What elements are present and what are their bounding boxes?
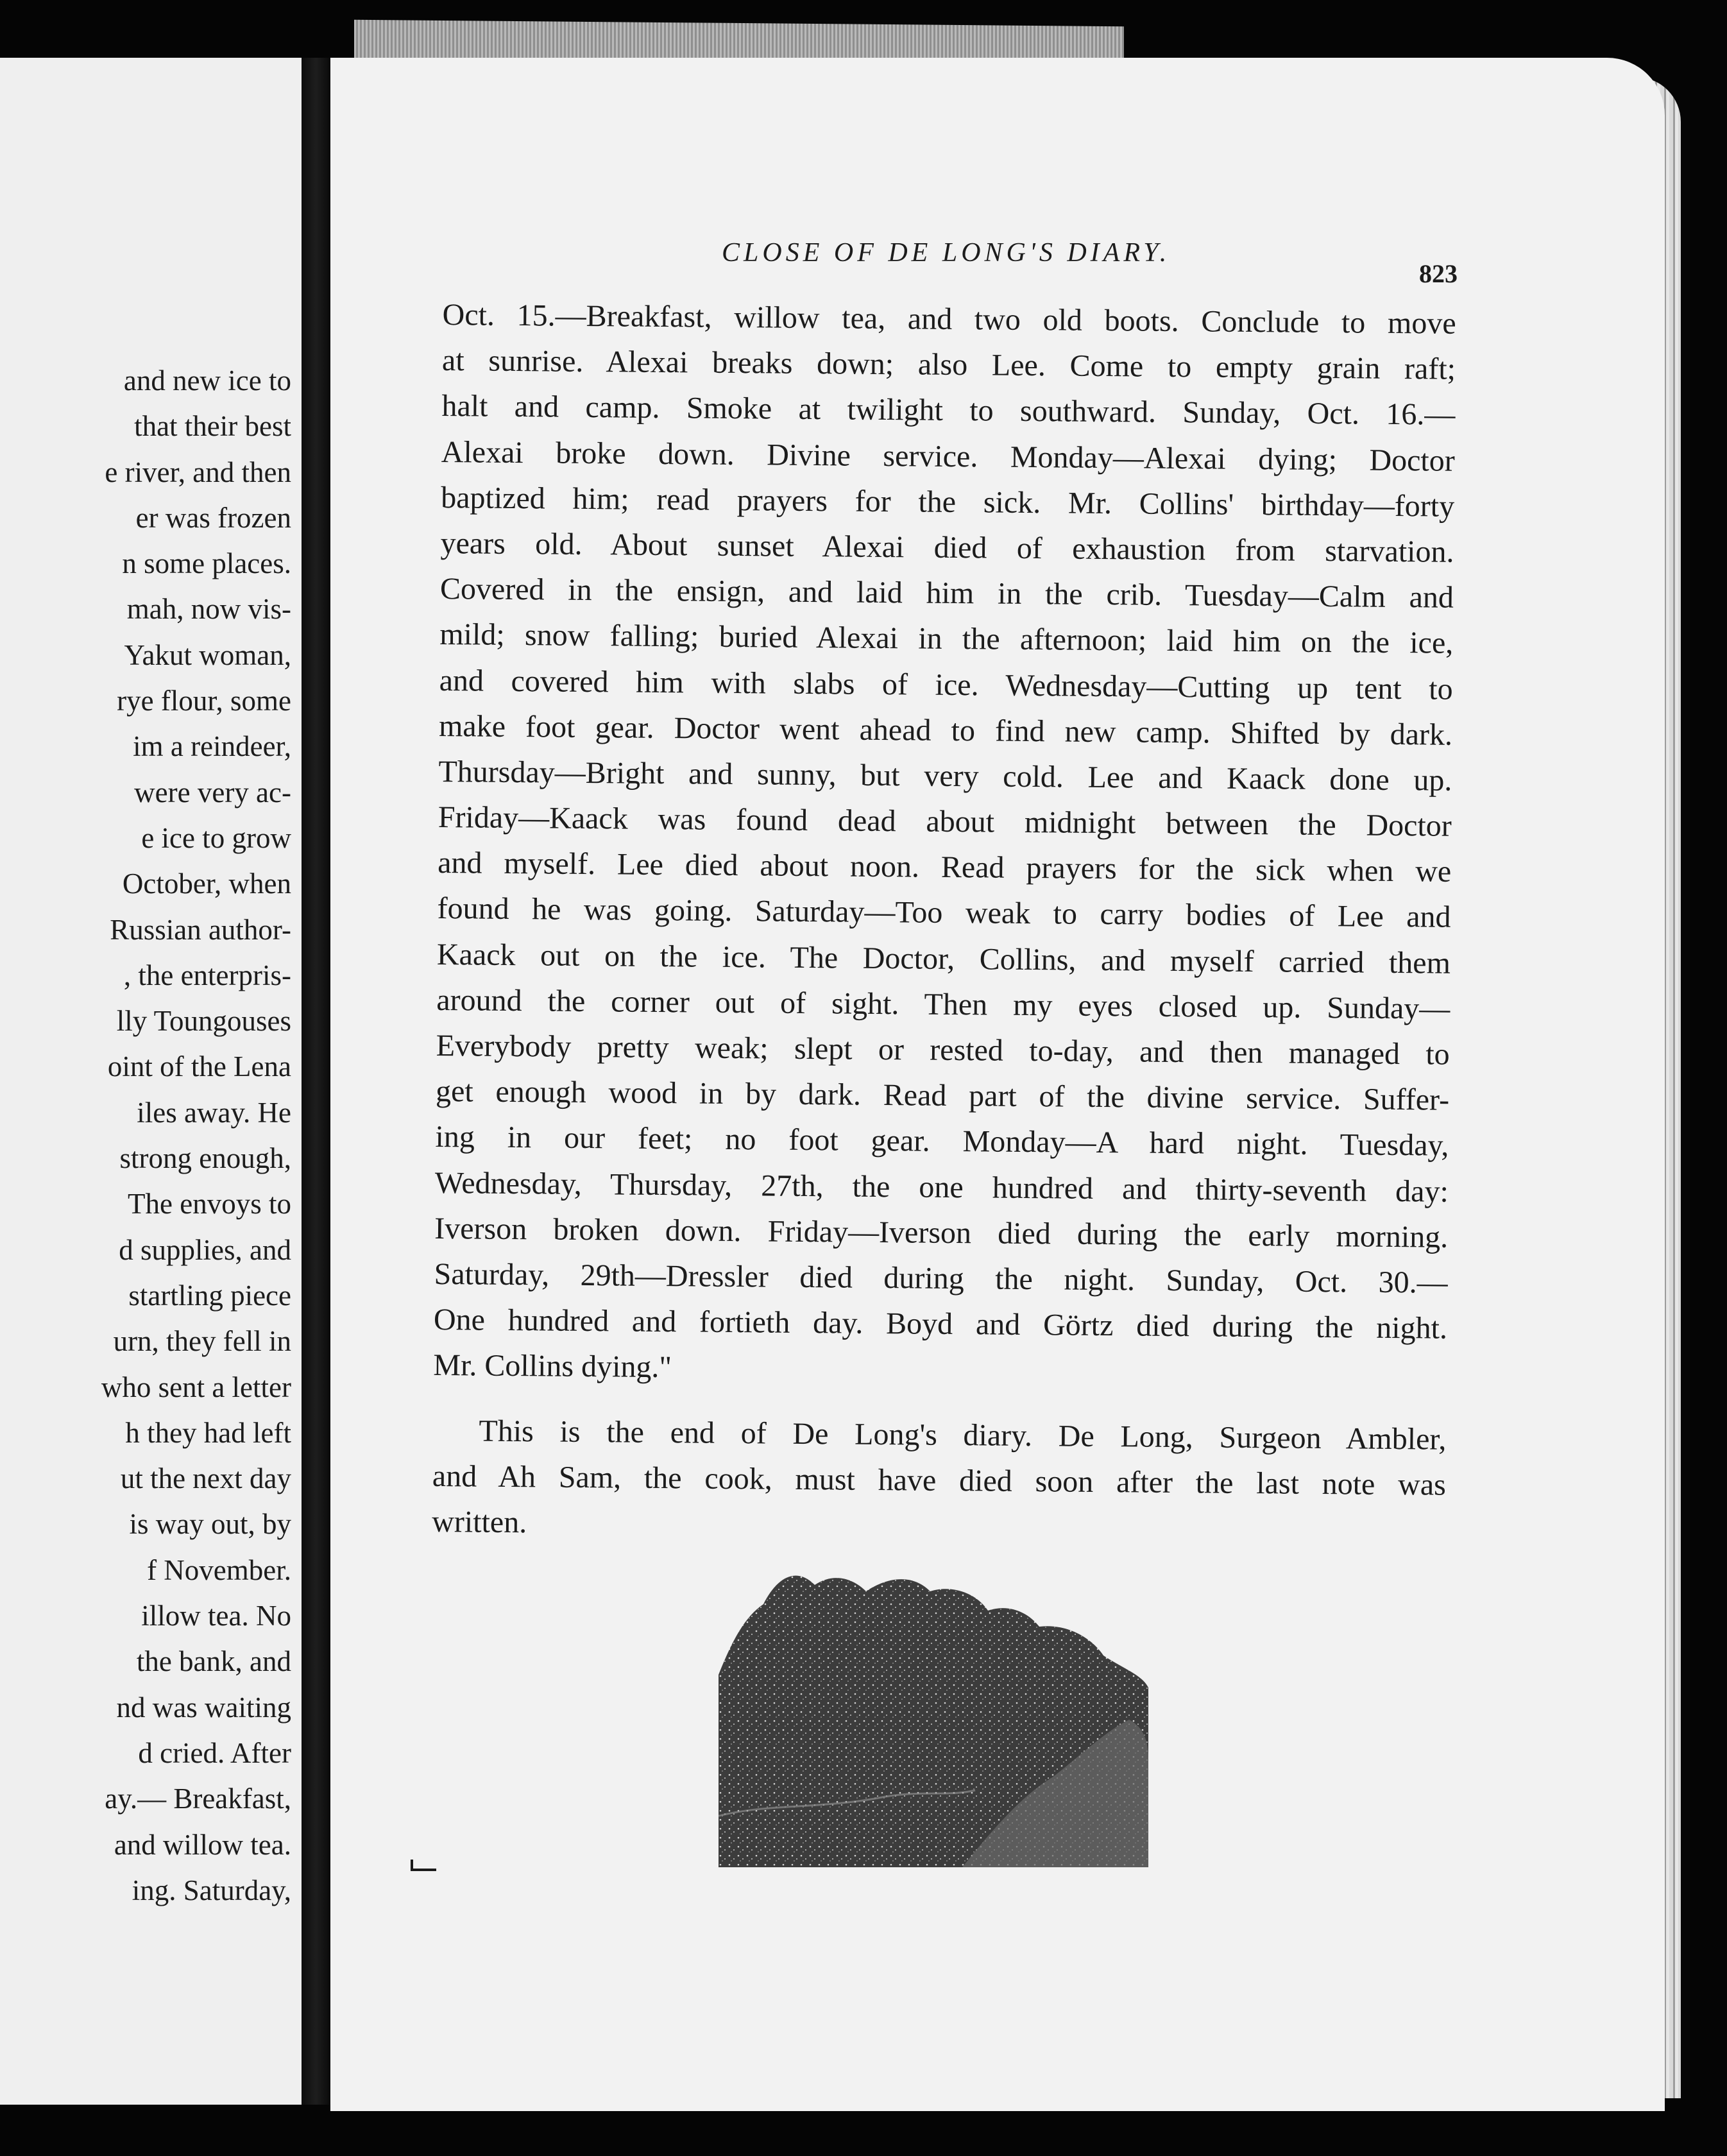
left-page-line: were very ac-: [134, 776, 291, 809]
paragraph-end-of-diary: [432, 1407, 1447, 1553]
body-line: Wednesday, Thursday, 27th, the one hundred and thirty-seventh day:: [434, 1165, 1449, 1209]
left-page-line: d supplies, and: [119, 1233, 291, 1266]
crop-mark: [411, 1860, 436, 1871]
body-line: written.: [432, 1504, 527, 1540]
body-line: baptized him; read prayers for the sick. Mr. Collins' birthday—forty: [440, 480, 1455, 524]
left-page-line: mah, now vis-: [126, 593, 291, 626]
body-line: ing in our feet; no foot gear. Monday—A hard night. Tuesday,: [435, 1120, 1449, 1163]
body-line: Friday—Kaack was found dead about midnight between the Doctor: [438, 800, 1452, 843]
left-page-line: and new ice to: [123, 364, 291, 397]
body-line: get enough wood in by dark. Read part of the divine service. Suffer-: [435, 1074, 1450, 1117]
paragraph-diary: [433, 292, 1456, 1397]
body-line: Iverson broken down. Friday—Iverson died during the early morning.: [434, 1211, 1449, 1254]
body-line: found he was going. Saturday—Too weak to carry bodies of Lee and: [437, 891, 1451, 935]
body-line: Thursday—Bright and sunny, but very cold. Lee and Kaack done up.: [438, 754, 1452, 798]
left-page-line: , the enterpris-: [123, 959, 291, 991]
left-page-line: lly Toungouses: [116, 1005, 291, 1038]
left-page-line: urn, they fell in: [113, 1325, 291, 1358]
left-page-text: [0, 358, 291, 1913]
left-page-line: f November.: [147, 1553, 291, 1586]
left-page-line: who sent a letter: [101, 1371, 291, 1403]
left-page-line: n some places.: [122, 547, 291, 580]
left-page-line: e river, and then: [105, 456, 291, 488]
body-line: and myself. Lee died about noon. Read prayers for the sick when we: [438, 846, 1452, 889]
left-page-line: nd was waiting: [116, 1691, 291, 1724]
body-line: Oct. 15.—Breakfast, willow tea, and two old boots. Conclude to move: [442, 297, 1456, 341]
left-page-line: e ice to grow: [141, 821, 291, 854]
left-page-line: ay.— Breakfast,: [105, 1783, 291, 1815]
left-page-line: d cried. After: [138, 1736, 291, 1769]
left-page-line: the bank, and: [136, 1645, 291, 1678]
body-line: years old. About sunset Alexai died of exhaustion from starvation.: [440, 526, 1454, 569]
book-gutter: [302, 58, 330, 2105]
left-page-line: The envoys to: [128, 1188, 291, 1220]
body-line: One hundred and fortieth day. Boyd and Görtz died during the night.: [433, 1303, 1448, 1346]
page-number: 823: [1419, 259, 1458, 288]
left-page-line: ing. Saturday,: [132, 1874, 291, 1906]
body-line: Kaack out on the ice. The Doctor, Collins, and myself carried them: [436, 937, 1451, 980]
left-page-line: ut the next day: [120, 1462, 291, 1495]
left-page: [0, 58, 302, 2105]
left-page-line: that their best: [134, 410, 291, 443]
body-line: mild; snow falling; buried Alexai in the afternoon; laid him on the ice,: [439, 617, 1454, 661]
left-page-line: im a reindeer,: [133, 730, 291, 763]
winter-landscape-engraving-icon: [719, 1566, 1148, 1867]
left-page-line: October, when: [122, 868, 291, 900]
body-line: halt and camp. Smoke at twilight to southward. Sunday, Oct. 16.—: [441, 389, 1456, 432]
left-page-line: startling piece: [128, 1279, 291, 1312]
body-line: Mr. Collins dying.": [433, 1348, 672, 1385]
body-text: [432, 292, 1456, 1553]
left-page-line: Yakut woman,: [124, 638, 291, 671]
left-page-line: h they had left: [125, 1416, 291, 1449]
left-page-line: Russian author-: [110, 913, 291, 946]
body-line: at sunrise. Alexai breaks down; also Lee. Come to empty grain raft;: [441, 343, 1456, 386]
running-head: CLOSE OF DE LONG'S DIARY.: [722, 238, 1171, 268]
body-line: Everybody pretty weak; slept or rested to-day, and then managed to: [436, 1028, 1450, 1072]
left-page-line: illow tea. No: [141, 1600, 291, 1632]
left-page-line: and willow tea.: [114, 1828, 291, 1861]
left-page-line: iles away. He: [137, 1096, 291, 1129]
body-line: This is the end of De Long's diary. De Long, Surgeon Ambler,: [479, 1414, 1447, 1457]
body-line: Covered in the ensign, and laid him in the crib. Tuesday—Calm and: [439, 572, 1454, 615]
body-line: and Ah Sam, the cook, must have died soon after the last note was: [432, 1459, 1447, 1502]
body-line: make foot gear. Doctor went ahead to find new camp. Shifted by dark.: [438, 708, 1453, 752]
left-page-line: strong enough,: [119, 1142, 291, 1175]
body-line: Alexai broke down. Divine service. Monday—Alexai dying; Doctor: [441, 434, 1455, 478]
body-line: Saturday, 29th—Dressler died during the night. Sunday, Oct. 30.—: [434, 1256, 1448, 1300]
left-page-line: er was frozen: [135, 501, 291, 534]
left-page-line: oint of the Lena: [107, 1050, 291, 1083]
body-line: and covered him with slabs of ice. Wednesday—Cutting up tent to: [439, 663, 1453, 706]
left-page-line: rye flour, some: [117, 685, 291, 717]
left-page-line: is way out, by: [129, 1508, 291, 1541]
body-line: around the corner out of sight. Then my eyes closed up. Sunday—: [436, 982, 1451, 1026]
